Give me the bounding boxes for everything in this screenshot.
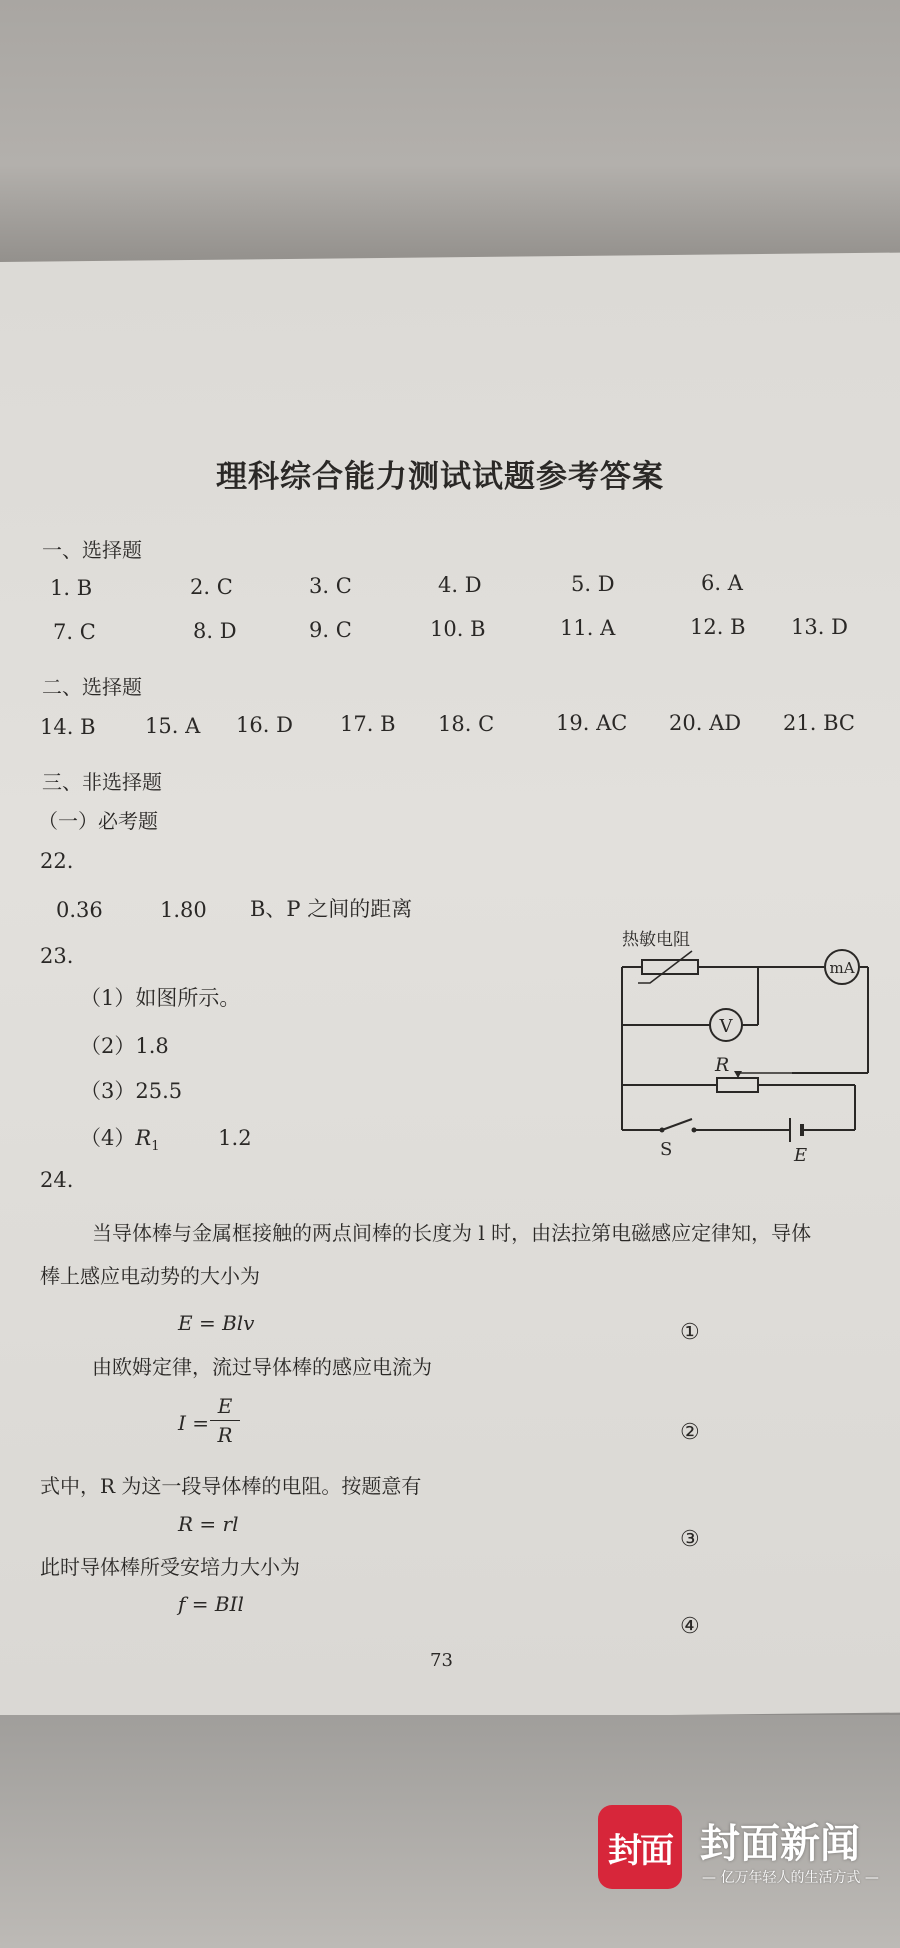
answer-item: 2. C: [190, 575, 233, 599]
answer-item: 19. AC: [556, 711, 628, 735]
answer-item: 13. D: [791, 615, 848, 639]
answer-item: 9. C: [309, 618, 352, 642]
answer-item: 7. C: [53, 620, 96, 644]
q24-equation-2-lhs: I =: [178, 1411, 210, 1435]
answer-item: 4. D: [438, 573, 482, 597]
rheostat-slider: [738, 1073, 792, 1077]
question-22-number: 22.: [40, 849, 74, 873]
answer-item: 12. B: [690, 615, 746, 639]
q23-answer-4-value: 1.2: [218, 1126, 252, 1150]
answer-item: 17. B: [340, 712, 396, 736]
page-title: 理科综合能力测试试题参考答案: [216, 459, 664, 495]
subsection-required: （一）必考题: [38, 809, 158, 833]
answer-item: 11. A: [560, 616, 616, 640]
answer-item: 5. D: [571, 572, 615, 596]
q24-paragraph-1b: 棒上感应电动势的大小为: [40, 1264, 260, 1288]
switch-contact: [692, 1128, 697, 1133]
page-number: 73: [430, 1650, 453, 1671]
q24-paragraph-2: 由欧姆定律，流过导体棒的感应电流为: [92, 1355, 432, 1379]
question-23-number: 23.: [40, 944, 74, 968]
q24-equation-1: E = Blv: [178, 1311, 255, 1335]
equation-marker-4: ④: [680, 1614, 700, 1639]
rheostat-label: R: [715, 1054, 730, 1076]
q23-answer-4-symbol: R: [135, 1126, 152, 1150]
answer-item: 10. B: [430, 617, 486, 641]
rheostat-symbol: [717, 1078, 758, 1092]
q23-answer-4: [80, 1128, 252, 1153]
equation-marker-1: ①: [680, 1320, 700, 1345]
milliammeter-label: mA: [829, 959, 855, 977]
answer-item: 6. A: [701, 571, 743, 595]
answer-item: 3. C: [309, 574, 352, 598]
news-slogan: — 亿万年轻人的生活方式 —: [702, 1870, 879, 1886]
circuit-diagram: [610, 925, 880, 1165]
q23-answer-3: （3）25.5: [80, 1079, 183, 1103]
q24-equation-4: f = BIl: [178, 1592, 244, 1616]
section-multiple-choice-1: 一、选择题: [42, 538, 142, 562]
question-24-number: 24.: [40, 1168, 74, 1192]
q22-answer-2: 1.80: [160, 898, 207, 922]
news-logo: 封面: [598, 1805, 682, 1889]
q24-paragraph-3: 式中，R 为这一段导体棒的电阻。按题意有: [40, 1474, 422, 1498]
q22-answer-3: B、P 之间的距离: [250, 897, 413, 921]
answer-item: 18. C: [438, 712, 495, 736]
switch-lever: [662, 1119, 692, 1130]
fraction-bar: [210, 1420, 240, 1421]
q23-answer-4-subscript: 1: [151, 1139, 160, 1155]
answer-item: 15. A: [145, 714, 201, 738]
section-non-choice: 三、非选择题: [42, 770, 162, 794]
q24-equation-3: R = rl: [178, 1512, 239, 1536]
voltmeter-label: V: [719, 1016, 733, 1037]
answer-item: 14. B: [40, 715, 96, 739]
equation-marker-3: ③: [680, 1527, 700, 1552]
q22-answer-1: 0.36: [56, 898, 103, 922]
answer-item: 21. BC: [783, 711, 855, 735]
section-multiple-choice-2: 二、选择题: [42, 675, 142, 699]
answer-item: 8. D: [193, 619, 237, 643]
q23-answer-2: （2）1.8: [80, 1034, 169, 1058]
rheostat-arrow: [734, 1071, 742, 1078]
battery-label: E: [794, 1145, 808, 1165]
q24-paragraph-1: 当导体棒与金属框接触的两点间棒的长度为 l 时，由法拉第电磁感应定律知，导体: [92, 1221, 812, 1245]
news-brand-name: 封面新闻: [700, 1821, 860, 1867]
q24-equation-2-fraction: [210, 1394, 240, 1447]
answer-item: 16. D: [236, 713, 293, 737]
switch-label: S: [660, 1139, 673, 1160]
equation-marker-2: ②: [680, 1420, 700, 1445]
fraction-denominator: R: [217, 1423, 233, 1447]
thermistor-label: 热敏电阻: [622, 930, 690, 950]
q23-answer-4-label: （4）: [80, 1126, 136, 1150]
q24-paragraph-4: 此时导体棒所受安培力大小为: [40, 1555, 300, 1579]
fraction-numerator: E: [217, 1394, 233, 1418]
answer-item: 1. B: [50, 576, 93, 600]
q23-answer-1: （1）如图所示。: [80, 986, 241, 1010]
answer-item: 20. AD: [669, 711, 742, 735]
